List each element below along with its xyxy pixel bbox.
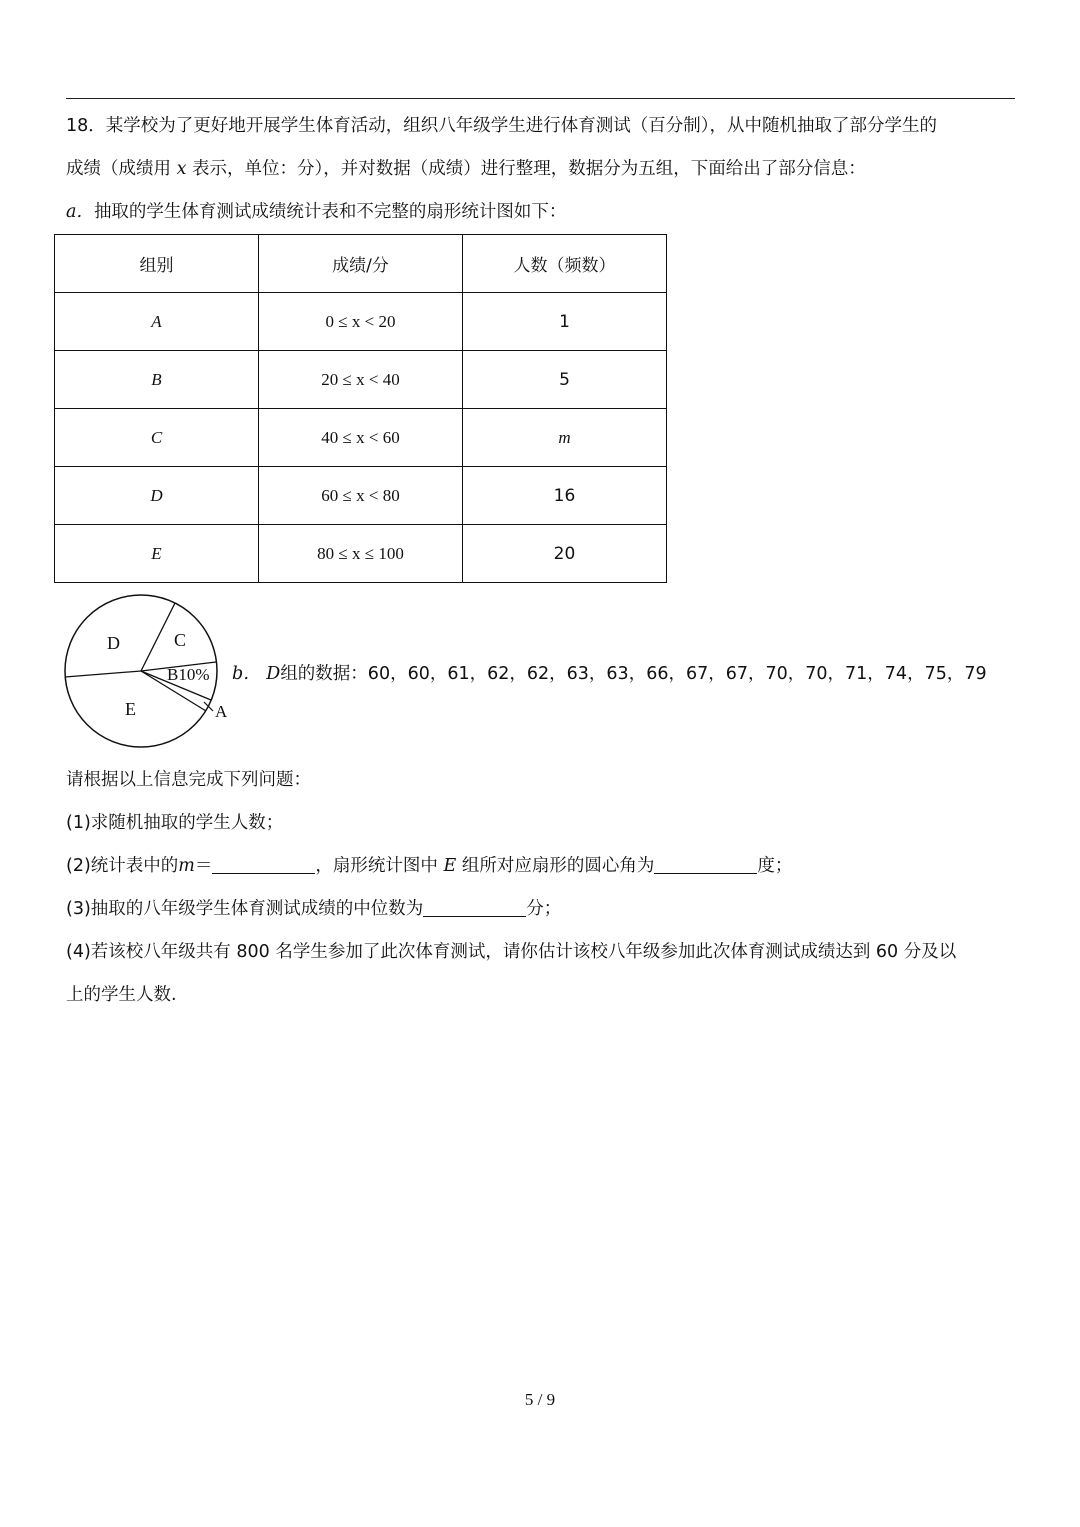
pie-label-c: C xyxy=(174,630,187,650)
question-3 xyxy=(66,897,561,921)
table-cell-group: E xyxy=(55,525,259,583)
answer-blank-m[interactable] xyxy=(212,855,315,874)
question-2 xyxy=(66,854,792,878)
pie-divider-d-e xyxy=(65,671,141,677)
table-header: 组别 xyxy=(55,235,259,293)
table-cell-count: 16 xyxy=(463,467,667,525)
pie-label-a: A xyxy=(215,702,228,721)
table-cell-group: A xyxy=(55,293,259,351)
page-number: 5 / 9 xyxy=(524,1390,556,1409)
table-cell-range: 80 ≤ x ≤ 100 xyxy=(259,525,463,583)
table-cell-range: 60 ≤ x < 80 xyxy=(259,467,463,525)
part-b-data: 组的数据：60，60，61，62，62，63，63，66，67，67，70，70，71，74，75，79 xyxy=(280,664,987,684)
table-cell-count: m xyxy=(463,409,667,467)
intro-text-b: 表示，单位：分），并对数据（成绩）进行整理，数据分为五组，下面给出了部分信息： xyxy=(192,159,866,179)
table-cell-range: 40 ≤ x < 60 xyxy=(259,409,463,467)
table-cell-range: 20 ≤ x < 40 xyxy=(259,351,463,409)
question-1: (1)求随机抽取的学生人数； xyxy=(66,813,284,833)
table-cell-count: 5 xyxy=(463,351,667,409)
table-cell-group: D xyxy=(55,467,259,525)
table-cell-group: C xyxy=(55,409,259,467)
pie-label-b: B10% xyxy=(167,665,210,684)
variable-x: x xyxy=(176,159,187,179)
part-a-text: 抽取的学生体育测试成绩统计表和不完整的扇形统计图如下： xyxy=(93,202,567,222)
variable-e: E xyxy=(443,856,457,876)
part-b-group: D xyxy=(266,664,281,684)
pie-label-d: D xyxy=(107,633,120,653)
score-table xyxy=(54,234,667,583)
prompt-line: 请根据以上信息完成下列问题： xyxy=(66,770,311,790)
pie-label-e: E xyxy=(125,699,136,719)
q2-equals: ＝ xyxy=(194,856,213,876)
question-intro-line1 xyxy=(66,114,937,138)
part-b-label: b． xyxy=(232,664,261,684)
q2-text-d: 度； xyxy=(757,856,793,876)
table-row xyxy=(55,351,667,409)
question-intro-line2 xyxy=(66,157,866,181)
answer-blank-median[interactable] xyxy=(423,898,526,917)
q3-text-a: (3)抽取的八年级学生体育测试成绩的中位数为 xyxy=(66,899,424,919)
intro-text-a: 成绩（成绩用 xyxy=(66,159,171,179)
q2-text-a: (2)统计表中的 xyxy=(66,856,179,876)
variable-m: m xyxy=(178,856,195,876)
table-cell-count: 20 xyxy=(463,525,667,583)
question-intro-text: 某学校为了更好地开展学生体育活动，组织八年级学生进行体育测试（百分制），从中随机抽取了部分学生的 xyxy=(105,116,938,136)
table-row xyxy=(55,467,667,525)
q3-text-b: 分； xyxy=(526,899,562,919)
pie-chart xyxy=(60,592,235,752)
table-header-row xyxy=(55,235,667,293)
part-a-line xyxy=(66,200,566,224)
table-cell-group: B xyxy=(55,351,259,409)
table-header: 人数（频数） xyxy=(463,235,667,293)
table-cell-count: 1 xyxy=(463,293,667,351)
part-b-line xyxy=(232,660,987,685)
q2-text-c: 组所对应扇形的圆心角为 xyxy=(461,856,655,876)
question-4-line1: (4)若该校八年级共有 800 名学生参加了此次体育测试，请你估计该校八年级参加此次体育测试成绩达到 60 分及以 xyxy=(66,942,957,962)
question-number: 18． xyxy=(66,116,106,136)
q2-text-b: ，扇形统计图中 xyxy=(315,856,438,876)
pie-label-a-leader xyxy=(204,702,213,711)
table-row xyxy=(55,525,667,583)
table-cell-range: 0 ≤ x < 20 xyxy=(259,293,463,351)
table-header: 成绩/分 xyxy=(259,235,463,293)
header-rule xyxy=(66,98,1015,99)
table-row xyxy=(55,409,667,467)
answer-blank-angle[interactable] xyxy=(654,855,757,874)
table-row xyxy=(55,293,667,351)
question-4-line2: 上的学生人数. xyxy=(66,985,177,1005)
pie-divider-d-c xyxy=(141,603,175,671)
part-a-label: a． xyxy=(66,202,94,222)
